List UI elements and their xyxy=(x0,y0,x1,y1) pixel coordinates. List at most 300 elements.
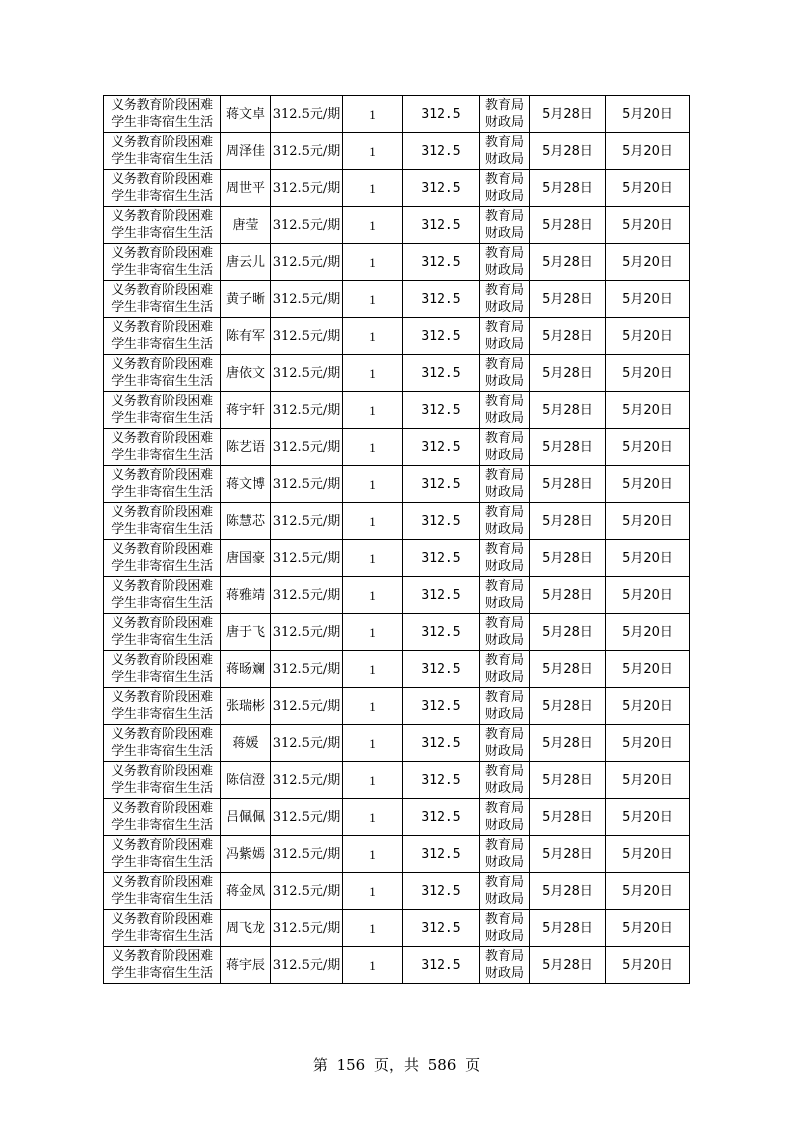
item-line-2: 学生非寄宿生生活 xyxy=(111,300,213,315)
department-line-2: 财政局 xyxy=(484,374,524,389)
department-cell xyxy=(480,910,530,947)
date-cell-2: 5月20日 xyxy=(606,873,690,910)
department-cell xyxy=(480,873,530,910)
amount-cell: 312.5 xyxy=(403,725,480,762)
item-line-2: 学生非寄宿生生活 xyxy=(111,596,213,611)
item-line-2: 学生非寄宿生生活 xyxy=(111,559,213,574)
standard-cell: 312.5元/期 xyxy=(271,873,343,910)
date-cell-2: 5月20日 xyxy=(606,762,690,799)
department-line-2: 财政局 xyxy=(484,892,524,907)
item-line-2: 学生非寄宿生生活 xyxy=(111,633,213,648)
quantity-cell: 1 xyxy=(343,836,403,873)
item-line-1: 义务教育阶段困难 xyxy=(111,912,213,927)
amount-cell: 312.5 xyxy=(403,466,480,503)
quantity-cell: 1 xyxy=(343,947,403,984)
student-name-cell: 唐莹 xyxy=(221,207,271,244)
quantity-cell: 1 xyxy=(343,614,403,651)
standard-cell: 312.5元/期 xyxy=(271,614,343,651)
date-cell-1: 5月28日 xyxy=(530,96,606,133)
date-cell-2: 5月20日 xyxy=(606,799,690,836)
table-row xyxy=(104,281,690,318)
date-cell-2: 5月20日 xyxy=(606,651,690,688)
table-row xyxy=(104,799,690,836)
standard-cell: 312.5元/期 xyxy=(271,688,343,725)
student-name-cell: 吕佩佩 xyxy=(221,799,271,836)
date-cell-1: 5月28日 xyxy=(530,910,606,947)
quantity-cell: 1 xyxy=(343,355,403,392)
item-cell xyxy=(104,725,221,762)
date-cell-1: 5月28日 xyxy=(530,651,606,688)
date-cell-1: 5月28日 xyxy=(530,540,606,577)
department-cell xyxy=(480,947,530,984)
quantity-cell: 1 xyxy=(343,503,403,540)
student-name-cell: 陈艺语 xyxy=(221,429,271,466)
standard-cell: 312.5元/期 xyxy=(271,207,343,244)
date-cell-2: 5月20日 xyxy=(606,688,690,725)
quantity-cell: 1 xyxy=(343,651,403,688)
department-line-2: 财政局 xyxy=(484,744,524,759)
student-name-cell: 唐于飞 xyxy=(221,614,271,651)
date-cell-2: 5月20日 xyxy=(606,466,690,503)
item-line-2: 学生非寄宿生生活 xyxy=(111,411,213,426)
standard-cell: 312.5元/期 xyxy=(271,318,343,355)
table-row xyxy=(104,725,690,762)
item-line-2: 学生非寄宿生生活 xyxy=(111,263,213,278)
department-line-1: 教育局 xyxy=(484,283,524,298)
department-line-2: 财政局 xyxy=(484,633,524,648)
item-cell xyxy=(104,836,221,873)
department-line-1: 教育局 xyxy=(484,579,524,594)
department-line-1: 教育局 xyxy=(484,505,524,520)
item-cell xyxy=(104,577,221,614)
department-cell xyxy=(480,170,530,207)
student-name-cell: 蒋文博 xyxy=(221,466,271,503)
department-line-2: 财政局 xyxy=(484,522,524,537)
item-line-2: 学生非寄宿生生活 xyxy=(111,707,213,722)
quantity-cell: 1 xyxy=(343,466,403,503)
department-line-1: 教育局 xyxy=(484,542,524,557)
table-row xyxy=(104,244,690,281)
item-cell xyxy=(104,651,221,688)
item-line-1: 义务教育阶段困难 xyxy=(111,246,213,261)
quantity-cell: 1 xyxy=(343,540,403,577)
item-cell xyxy=(104,133,221,170)
student-name-cell: 周飞龙 xyxy=(221,910,271,947)
student-name-cell: 周泽佳 xyxy=(221,133,271,170)
student-name-cell: 蒋金凤 xyxy=(221,873,271,910)
item-line-1: 义务教育阶段困难 xyxy=(111,875,213,890)
date-cell-2: 5月20日 xyxy=(606,392,690,429)
date-cell-2: 5月20日 xyxy=(606,614,690,651)
amount-cell: 312.5 xyxy=(403,873,480,910)
department-line-2: 财政局 xyxy=(484,189,524,204)
item-line-1: 义务教育阶段困难 xyxy=(111,801,213,816)
department-cell xyxy=(480,429,530,466)
department-line-2: 财政局 xyxy=(484,966,524,981)
student-name-cell: 陈慧芯 xyxy=(221,503,271,540)
department-line-1: 教育局 xyxy=(484,727,524,742)
student-name-cell: 蒋媛 xyxy=(221,725,271,762)
department-cell xyxy=(480,577,530,614)
department-line-1: 教育局 xyxy=(484,468,524,483)
item-line-1: 义务教育阶段困难 xyxy=(111,98,213,113)
item-line-1: 义务教育阶段困难 xyxy=(111,135,213,150)
item-cell xyxy=(104,429,221,466)
table-row xyxy=(104,688,690,725)
item-cell xyxy=(104,947,221,984)
amount-cell: 312.5 xyxy=(403,96,480,133)
student-name-cell: 黄子晰 xyxy=(221,281,271,318)
table-body xyxy=(104,96,690,984)
date-cell-1: 5月28日 xyxy=(530,318,606,355)
department-line-1: 教育局 xyxy=(484,653,524,668)
department-line-1: 教育局 xyxy=(484,801,524,816)
item-line-1: 义务教育阶段困难 xyxy=(111,172,213,187)
amount-cell: 312.5 xyxy=(403,318,480,355)
department-cell xyxy=(480,540,530,577)
item-cell xyxy=(104,96,221,133)
item-line-2: 学生非寄宿生生活 xyxy=(111,670,213,685)
quantity-cell: 1 xyxy=(343,873,403,910)
date-cell-1: 5月28日 xyxy=(530,614,606,651)
date-cell-1: 5月28日 xyxy=(530,170,606,207)
standard-cell: 312.5元/期 xyxy=(271,355,343,392)
standard-cell: 312.5元/期 xyxy=(271,503,343,540)
item-cell xyxy=(104,540,221,577)
department-cell xyxy=(480,281,530,318)
department-cell xyxy=(480,244,530,281)
quantity-cell: 1 xyxy=(343,725,403,762)
department-line-2: 财政局 xyxy=(484,485,524,500)
department-line-2: 财政局 xyxy=(484,226,524,241)
standard-cell: 312.5元/期 xyxy=(271,133,343,170)
item-line-2: 学生非寄宿生生活 xyxy=(111,485,213,500)
item-line-1: 义务教育阶段困难 xyxy=(111,468,213,483)
standard-cell: 312.5元/期 xyxy=(271,429,343,466)
student-name-cell: 陈信澄 xyxy=(221,762,271,799)
date-cell-1: 5月28日 xyxy=(530,873,606,910)
table-row xyxy=(104,873,690,910)
date-cell-2: 5月20日 xyxy=(606,429,690,466)
date-cell-2: 5月20日 xyxy=(606,244,690,281)
item-line-2: 学生非寄宿生生活 xyxy=(111,855,213,870)
item-line-2: 学生非寄宿生生活 xyxy=(111,522,213,537)
student-name-cell: 蒋文卓 xyxy=(221,96,271,133)
quantity-cell: 1 xyxy=(343,318,403,355)
department-line-2: 财政局 xyxy=(484,670,524,685)
allowance-table xyxy=(103,95,690,984)
item-line-2: 学生非寄宿生生活 xyxy=(111,226,213,241)
item-line-1: 义务教育阶段困难 xyxy=(111,616,213,631)
item-line-1: 义务教育阶段困难 xyxy=(111,838,213,853)
amount-cell: 312.5 xyxy=(403,540,480,577)
quantity-cell: 1 xyxy=(343,281,403,318)
item-line-2: 学生非寄宿生生活 xyxy=(111,818,213,833)
item-line-1: 义务教育阶段困难 xyxy=(111,690,213,705)
table-row xyxy=(104,614,690,651)
department-line-1: 教育局 xyxy=(484,357,524,372)
table-row xyxy=(104,910,690,947)
department-cell xyxy=(480,762,530,799)
amount-cell: 312.5 xyxy=(403,207,480,244)
date-cell-2: 5月20日 xyxy=(606,207,690,244)
date-cell-2: 5月20日 xyxy=(606,725,690,762)
item-line-2: 学生非寄宿生生活 xyxy=(111,892,213,907)
department-line-2: 财政局 xyxy=(484,855,524,870)
quantity-cell: 1 xyxy=(343,910,403,947)
amount-cell: 312.5 xyxy=(403,836,480,873)
student-name-cell: 唐依文 xyxy=(221,355,271,392)
item-line-2: 学生非寄宿生生活 xyxy=(111,374,213,389)
item-line-2: 学生非寄宿生生活 xyxy=(111,448,213,463)
student-name-cell: 蒋宇轩 xyxy=(221,392,271,429)
item-line-2: 学生非寄宿生生活 xyxy=(111,781,213,796)
table-row xyxy=(104,762,690,799)
date-cell-2: 5月20日 xyxy=(606,96,690,133)
department-line-2: 财政局 xyxy=(484,559,524,574)
quantity-cell: 1 xyxy=(343,96,403,133)
item-line-1: 义务教育阶段困难 xyxy=(111,505,213,520)
student-name-cell: 周世平 xyxy=(221,170,271,207)
department-cell xyxy=(480,503,530,540)
date-cell-1: 5月28日 xyxy=(530,947,606,984)
standard-cell: 312.5元/期 xyxy=(271,577,343,614)
table-row xyxy=(104,133,690,170)
item-cell xyxy=(104,688,221,725)
table-row xyxy=(104,577,690,614)
table-row xyxy=(104,466,690,503)
department-line-1: 教育局 xyxy=(484,912,524,927)
item-cell xyxy=(104,355,221,392)
quantity-cell: 1 xyxy=(343,392,403,429)
department-line-2: 财政局 xyxy=(484,781,524,796)
standard-cell: 312.5元/期 xyxy=(271,762,343,799)
table-row xyxy=(104,170,690,207)
amount-cell: 312.5 xyxy=(403,503,480,540)
standard-cell: 312.5元/期 xyxy=(271,947,343,984)
table-row xyxy=(104,429,690,466)
item-line-1: 义务教育阶段困难 xyxy=(111,653,213,668)
date-cell-1: 5月28日 xyxy=(530,799,606,836)
item-line-2: 学生非寄宿生生活 xyxy=(111,966,213,981)
date-cell-2: 5月20日 xyxy=(606,540,690,577)
standard-cell: 312.5元/期 xyxy=(271,170,343,207)
item-cell xyxy=(104,281,221,318)
page-number-text: 第 156 页，共 586 页 xyxy=(312,1056,481,1074)
table-row xyxy=(104,207,690,244)
department-line-1: 教育局 xyxy=(484,616,524,631)
item-cell xyxy=(104,170,221,207)
department-line-1: 教育局 xyxy=(484,135,524,150)
student-name-cell: 唐国豪 xyxy=(221,540,271,577)
department-line-2: 财政局 xyxy=(484,263,524,278)
department-line-2: 财政局 xyxy=(484,300,524,315)
department-line-1: 教育局 xyxy=(484,949,524,964)
item-line-1: 义务教育阶段困难 xyxy=(111,283,213,298)
date-cell-2: 5月20日 xyxy=(606,281,690,318)
item-cell xyxy=(104,799,221,836)
student-name-cell: 陈有军 xyxy=(221,318,271,355)
quantity-cell: 1 xyxy=(343,577,403,614)
item-line-2: 学生非寄宿生生活 xyxy=(111,115,213,130)
item-line-1: 义务教育阶段困难 xyxy=(111,949,213,964)
amount-cell: 312.5 xyxy=(403,762,480,799)
date-cell-1: 5月28日 xyxy=(530,466,606,503)
item-line-2: 学生非寄宿生生活 xyxy=(111,337,213,352)
table-row xyxy=(104,355,690,392)
item-line-2: 学生非寄宿生生活 xyxy=(111,189,213,204)
department-line-2: 财政局 xyxy=(484,929,524,944)
quantity-cell: 1 xyxy=(343,688,403,725)
department-cell xyxy=(480,318,530,355)
department-line-2: 财政局 xyxy=(484,115,524,130)
student-name-cell: 蒋宇辰 xyxy=(221,947,271,984)
amount-cell: 312.5 xyxy=(403,577,480,614)
date-cell-2: 5月20日 xyxy=(606,355,690,392)
item-line-1: 义务教育阶段困难 xyxy=(111,431,213,446)
standard-cell: 312.5元/期 xyxy=(271,281,343,318)
department-line-1: 教育局 xyxy=(484,431,524,446)
amount-cell: 312.5 xyxy=(403,244,480,281)
item-line-1: 义务教育阶段困难 xyxy=(111,394,213,409)
date-cell-1: 5月28日 xyxy=(530,133,606,170)
page-footer xyxy=(0,1054,793,1075)
item-line-2: 学生非寄宿生生活 xyxy=(111,744,213,759)
department-cell xyxy=(480,836,530,873)
amount-cell: 312.5 xyxy=(403,910,480,947)
item-cell xyxy=(104,318,221,355)
department-line-2: 财政局 xyxy=(484,411,524,426)
date-cell-1: 5月28日 xyxy=(530,429,606,466)
department-cell xyxy=(480,725,530,762)
amount-cell: 312.5 xyxy=(403,614,480,651)
date-cell-2: 5月20日 xyxy=(606,947,690,984)
item-cell xyxy=(104,873,221,910)
item-cell xyxy=(104,392,221,429)
amount-cell: 312.5 xyxy=(403,688,480,725)
quantity-cell: 1 xyxy=(343,170,403,207)
date-cell-2: 5月20日 xyxy=(606,133,690,170)
date-cell-1: 5月28日 xyxy=(530,762,606,799)
department-line-2: 财政局 xyxy=(484,448,524,463)
item-line-1: 义务教育阶段困难 xyxy=(111,579,213,594)
date-cell-1: 5月28日 xyxy=(530,836,606,873)
item-cell xyxy=(104,207,221,244)
item-line-1: 义务教育阶段困难 xyxy=(111,357,213,372)
date-cell-1: 5月28日 xyxy=(530,244,606,281)
date-cell-2: 5月20日 xyxy=(606,836,690,873)
department-cell xyxy=(480,651,530,688)
date-cell-1: 5月28日 xyxy=(530,577,606,614)
student-name-cell: 张瑞彬 xyxy=(221,688,271,725)
standard-cell: 312.5元/期 xyxy=(271,910,343,947)
item-cell xyxy=(104,244,221,281)
amount-cell: 312.5 xyxy=(403,170,480,207)
date-cell-1: 5月28日 xyxy=(530,355,606,392)
student-name-cell: 蒋旸斓 xyxy=(221,651,271,688)
quantity-cell: 1 xyxy=(343,244,403,281)
table-row xyxy=(104,96,690,133)
date-cell-2: 5月20日 xyxy=(606,503,690,540)
standard-cell: 312.5元/期 xyxy=(271,799,343,836)
table-row xyxy=(104,540,690,577)
student-name-cell: 唐云儿 xyxy=(221,244,271,281)
quantity-cell: 1 xyxy=(343,799,403,836)
department-cell xyxy=(480,466,530,503)
department-line-1: 教育局 xyxy=(484,875,524,890)
item-cell xyxy=(104,614,221,651)
department-line-1: 教育局 xyxy=(484,320,524,335)
department-line-2: 财政局 xyxy=(484,707,524,722)
date-cell-2: 5月20日 xyxy=(606,318,690,355)
department-cell xyxy=(480,96,530,133)
student-name-cell: 冯紫嫣 xyxy=(221,836,271,873)
student-name-cell: 蒋雅靖 xyxy=(221,577,271,614)
table-row xyxy=(104,318,690,355)
item-line-1: 义务教育阶段困难 xyxy=(111,209,213,224)
item-cell xyxy=(104,910,221,947)
standard-cell: 312.5元/期 xyxy=(271,725,343,762)
table-row xyxy=(104,836,690,873)
date-cell-1: 5月28日 xyxy=(530,392,606,429)
date-cell-1: 5月28日 xyxy=(530,281,606,318)
item-line-1: 义务教育阶段困难 xyxy=(111,764,213,779)
standard-cell: 312.5元/期 xyxy=(271,651,343,688)
department-cell xyxy=(480,799,530,836)
table-row xyxy=(104,503,690,540)
department-line-1: 教育局 xyxy=(484,764,524,779)
item-line-1: 义务教育阶段困难 xyxy=(111,542,213,557)
department-cell xyxy=(480,614,530,651)
date-cell-1: 5月28日 xyxy=(530,503,606,540)
quantity-cell: 1 xyxy=(343,762,403,799)
item-cell xyxy=(104,762,221,799)
standard-cell: 312.5元/期 xyxy=(271,466,343,503)
amount-cell: 312.5 xyxy=(403,133,480,170)
date-cell-2: 5月20日 xyxy=(606,910,690,947)
department-line-1: 教育局 xyxy=(484,394,524,409)
department-line-2: 财政局 xyxy=(484,152,524,167)
standard-cell: 312.5元/期 xyxy=(271,836,343,873)
department-cell xyxy=(480,688,530,725)
table-row xyxy=(104,392,690,429)
amount-cell: 312.5 xyxy=(403,281,480,318)
item-line-1: 义务教育阶段困难 xyxy=(111,727,213,742)
department-line-2: 财政局 xyxy=(484,818,524,833)
date-cell-1: 5月28日 xyxy=(530,207,606,244)
standard-cell: 312.5元/期 xyxy=(271,392,343,429)
table-row xyxy=(104,651,690,688)
department-line-1: 教育局 xyxy=(484,209,524,224)
item-cell xyxy=(104,503,221,540)
date-cell-2: 5月20日 xyxy=(606,577,690,614)
amount-cell: 312.5 xyxy=(403,799,480,836)
department-line-1: 教育局 xyxy=(484,246,524,261)
amount-cell: 312.5 xyxy=(403,355,480,392)
date-cell-1: 5月28日 xyxy=(530,688,606,725)
quantity-cell: 1 xyxy=(343,429,403,466)
item-line-1: 义务教育阶段困难 xyxy=(111,320,213,335)
department-line-2: 财政局 xyxy=(484,596,524,611)
department-line-1: 教育局 xyxy=(484,690,524,705)
item-line-2: 学生非寄宿生生活 xyxy=(111,929,213,944)
quantity-cell: 1 xyxy=(343,207,403,244)
standard-cell: 312.5元/期 xyxy=(271,540,343,577)
department-line-1: 教育局 xyxy=(484,838,524,853)
department-line-1: 教育局 xyxy=(484,98,524,113)
department-cell xyxy=(480,207,530,244)
department-cell xyxy=(480,133,530,170)
